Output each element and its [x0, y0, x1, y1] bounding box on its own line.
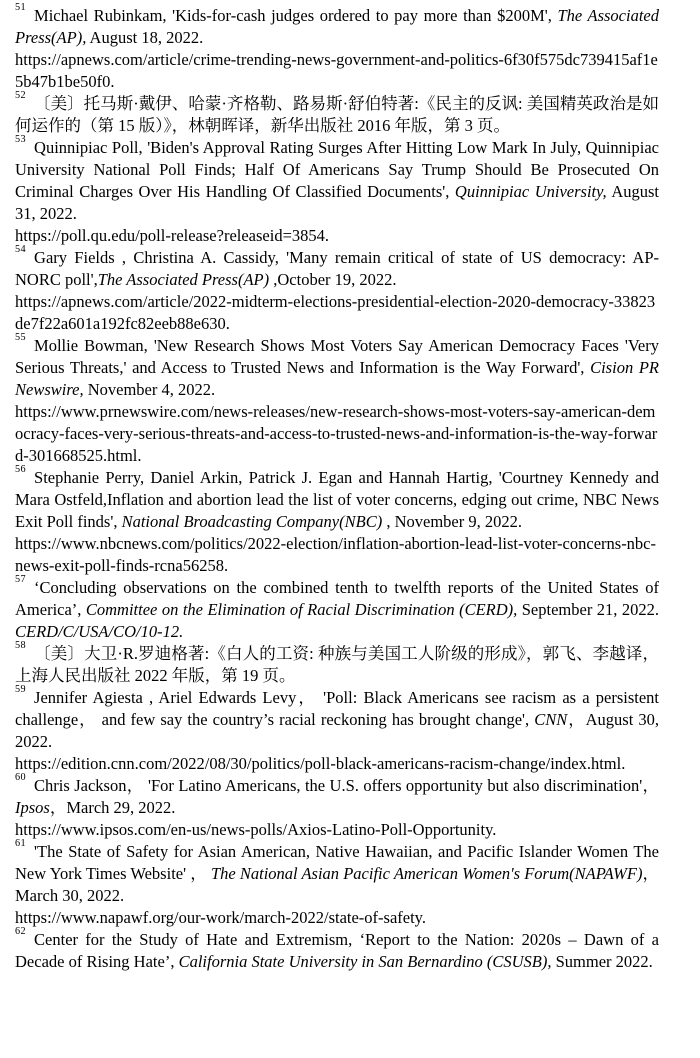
footnote-item [15, 331, 659, 467]
footnote-item [15, 837, 659, 929]
footnote-text [15, 138, 659, 245]
footnote-segment: August 18, 2022. [86, 28, 204, 47]
footnote-segment: Mollie Bowman, 'New Research Shows Most Voters Say American Democracy Faces 'Very Serious Threats,' and Access to Trusted News and Information is the Way Forward', [15, 336, 659, 377]
footnote-segment: CERD/C/USA/CO/10-12. [15, 622, 184, 641]
footnote-number: 60 [15, 771, 27, 783]
footnote-text [15, 6, 659, 91]
footnote-segment: Chris Jackson， 'For Latino Americans, the U.S. offers opportunity but also discrimination'， [34, 776, 659, 795]
footnote-segment: ，March 30, 2022. [15, 864, 659, 905]
footnote-url-text: https://apnews.com/article/2022-midterm-elections-presidential-election-2020-democracy-33823de7f22a601a192fc82eeb88e630. [15, 292, 656, 333]
footnote-item [15, 573, 660, 643]
footnote-number: 52 [15, 89, 27, 101]
footnote-segment: Quinnipiac University, [454, 182, 607, 201]
footnote-segment: Center for the Study of Hate and Extremism, ‘Report to the Nation: 2020s – Dawn of a Decade of Rising Hate’, [15, 930, 659, 971]
footnote-number: 62 [15, 925, 27, 937]
footnote-segment: 'The State of Safety for Asian American, Native Hawaiian, and Pacific Islander Women The New York Times Website' ， [15, 842, 659, 883]
footnote-segment: ，March 29, 2022. [49, 798, 176, 817]
footnote-number: 58 [15, 639, 27, 651]
footnote-segment: Stephanie Perry, Daniel Arkin, Patrick J. Egan and Hannah Hartig, 'Courtney Kennedy and Mara Ostfeld,Inflation and abortion lead the list of voter concerns, edging out crime, NBC News Exit Poll finds', [15, 468, 659, 531]
footnote-text [15, 468, 659, 575]
footnote-url-text: https://www.nbcnews.com/politics/2022-election/inflation-abortion-lead-list-voter-concerns-nbc-news-exit-poll-finds-rcna56258. [15, 534, 657, 575]
footnote-url-text: https://www.ipsos.com/en-us/news-polls/Axios-Latino-Poll-Opportunity. [15, 820, 497, 839]
footnote-number: 53 [15, 133, 27, 145]
footnote-item [15, 683, 659, 775]
footnote-text [15, 578, 659, 641]
footnote-segment: The Associated Press(AP) [97, 270, 270, 289]
footnote-item [15, 925, 659, 973]
footnote-text [15, 248, 659, 333]
footnote-segment: November 4, 2022. [83, 380, 216, 399]
footnote-text [15, 336, 659, 465]
footnote-item [15, 1, 659, 93]
footnote-list [15, 1, 660, 973]
footnote-segment: Summer 2022. [551, 952, 653, 971]
footnote-segment: Michael Rubinkam, 'Kids-for-cash judges ordered to pay more than $200M', [34, 6, 558, 25]
footnote-segment: The Associated Press(AP), [15, 6, 659, 47]
footnote-number: 59 [15, 683, 27, 695]
footnote-segment: National Broadcasting Company(NBC) [121, 512, 383, 531]
footnote-text [15, 776, 659, 839]
footnote-text [15, 842, 659, 927]
footnote-segment: ，August 30, 2022. [15, 710, 659, 751]
footnote-number: 51 [15, 1, 27, 13]
footnote-number: 61 [15, 837, 27, 849]
footnote-segment: 〔美〕托马斯·戴伊、哈蒙·齐格勒、路易斯·舒伯特著:《民主的反讽: 美国精英政治是如何运作的（第 15 版）》，林朝晖译，新华出版社 2016 年版，第 3 页。 [15, 94, 659, 135]
footnote-text [15, 930, 659, 971]
footnote-segment: ‘Concluding observations on the combined tenth to twelfth reports of the United States of America’, [15, 578, 659, 619]
footnote-segment: ,October 19, 2022. [269, 270, 397, 289]
footnote-item [15, 639, 659, 687]
footnote-segment: Gary Fields , Christina A. Cassidy, 'Many remain critical of state of US democracy: AP-NORC poll', [15, 248, 659, 289]
footnote-item [15, 89, 659, 137]
footnote-segment: 〔美〕大卫·R.罗迪格著:《白人的工资: 种族与美国工人阶级的形成》，郭飞、李越译，上海人民出版社 2022 年版，第 19 页。 [15, 644, 659, 685]
footnote-segment: CNN [534, 710, 568, 729]
footnote-url-text: https://poll.qu.edu/poll-release?releaseid=3854. [15, 226, 330, 245]
footnote-segment: Ipsos [15, 798, 50, 817]
footnote-item [15, 133, 659, 247]
footnote-segment: The National Asian Pacific American Women's Forum(NAPAWF) [210, 864, 643, 883]
footnote-text [15, 94, 659, 135]
footnote-segment: Committee on the Elimination of Racial Discrimination (CERD), [85, 600, 518, 619]
footnote-item [15, 771, 659, 841]
footnote-url-text: https://apnews.com/article/crime-trending-news-government-and-politics-6f30f575dc739415af1e5b47b1be50f0. [15, 50, 658, 91]
footnote-number: 54 [15, 243, 27, 255]
footnote-url-text: https://www.napawf.org/our-work/march-2022/state-of-safety. [15, 908, 426, 927]
footnote-item [15, 243, 659, 335]
footnote-number: 57 [15, 573, 27, 585]
footnote-segment: August 31, 2022. [15, 182, 659, 223]
footnote-url-text: https://edition.cnn.com/2022/08/30/politics/poll-black-americans-racism-change/index.html. [15, 754, 626, 773]
footnote-segment: Jennifer Agiesta , Ariel Edwards Levy， 'Poll: Black Americans see racism as a persistent challenge， and few say the country’s racial reckoning has brought change', [15, 688, 659, 729]
footnote-segment: September 21, 2022. [517, 600, 660, 619]
footnote-number: 55 [15, 331, 27, 343]
footnote-text [15, 644, 659, 685]
footnote-number: 56 [15, 463, 27, 475]
footnote-text [15, 688, 659, 773]
footnote-segment: Quinnipiac Poll, 'Biden's Approval Rating Surges After Hitting Low Mark In July, Quinnipiac University National Poll Finds; Half Of Americans Say Trump Should Be Prosecuted On Criminal Charges Over His Handling Of Classified Documents', [15, 138, 659, 201]
footnote-item [15, 463, 659, 577]
footnote-segment: , November 9, 2022. [382, 512, 522, 531]
footnote-url-text: https://www.prnewswire.com/news-releases/new-research-shows-most-voters-say-american-democracy-faces-very-serious-threats-and-access-to-trusted-news-and-information-is-the-way-forward-301668525.html. [15, 402, 658, 465]
footnote-segment: California State University in San Bernardino (CSUSB), [178, 952, 552, 971]
footnote-segment: Cision PR Newswire, [15, 358, 659, 399]
